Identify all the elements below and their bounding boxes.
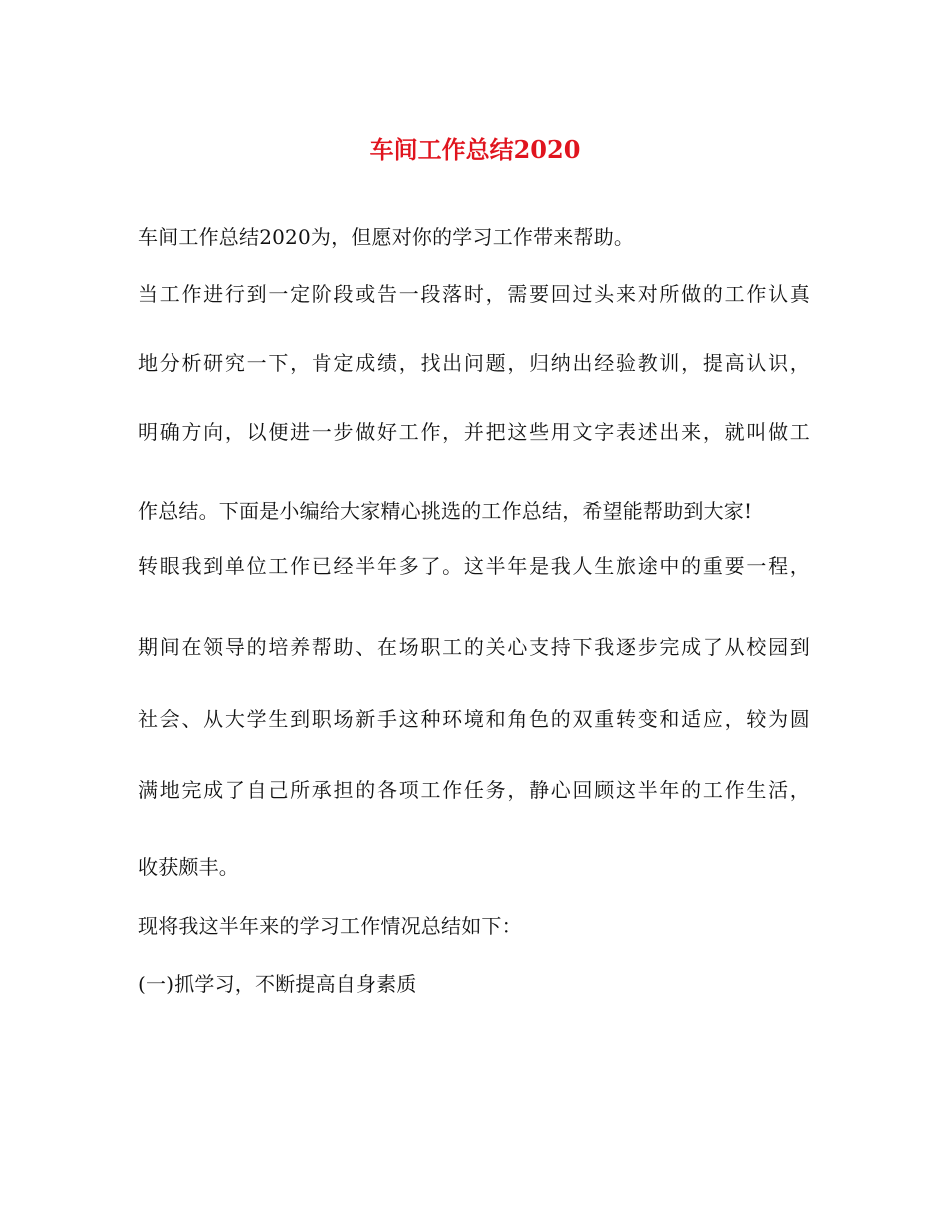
section-heading: (一)抓学习，不断提高自身素质 <box>138 972 417 996</box>
paragraph-line: 当工作进行到一定阶段或告一段落时，需要回过头来对所做的工作认真 <box>138 282 810 306</box>
paragraph-line: 满地完成了自己所承担的各项工作任务，静心回顾这半年的工作生活， <box>138 778 810 802</box>
document-title: 车间工作总结2020 <box>369 135 581 164</box>
paragraph-summary-intro: 现将我这半年来的学习工作情况总结如下： <box>138 914 522 938</box>
paragraph-line: 地分析研究一下，肯定成绩，找出问题，归纳出经验教训，提高认识， <box>138 351 810 375</box>
paragraph-line: 收获颇丰。 <box>138 855 239 879</box>
paragraph-line: 转眼我到单位工作已经半年多了。这半年是我人生旅途中的重要一程， <box>138 554 810 578</box>
paragraph-intro: 车间工作总结2020为，但愿对你的学习工作带来帮助。 <box>138 225 635 249</box>
paragraph-line: 明确方向，以便进一步做好工作，并把这些用文字表述出来，就叫做工 <box>138 420 810 444</box>
paragraph-line: 期间在领导的培养帮助、在场职工的关心支持下我逐步完成了从校园到 <box>138 635 810 659</box>
paragraph-line: 社会、从大学生到职场新手这种环境和角色的双重转变和适应，较为圆 <box>138 707 810 731</box>
paragraph-line: 作总结。下面是小编给大家精心挑选的工作总结，希望能帮助到大家! <box>138 499 753 523</box>
